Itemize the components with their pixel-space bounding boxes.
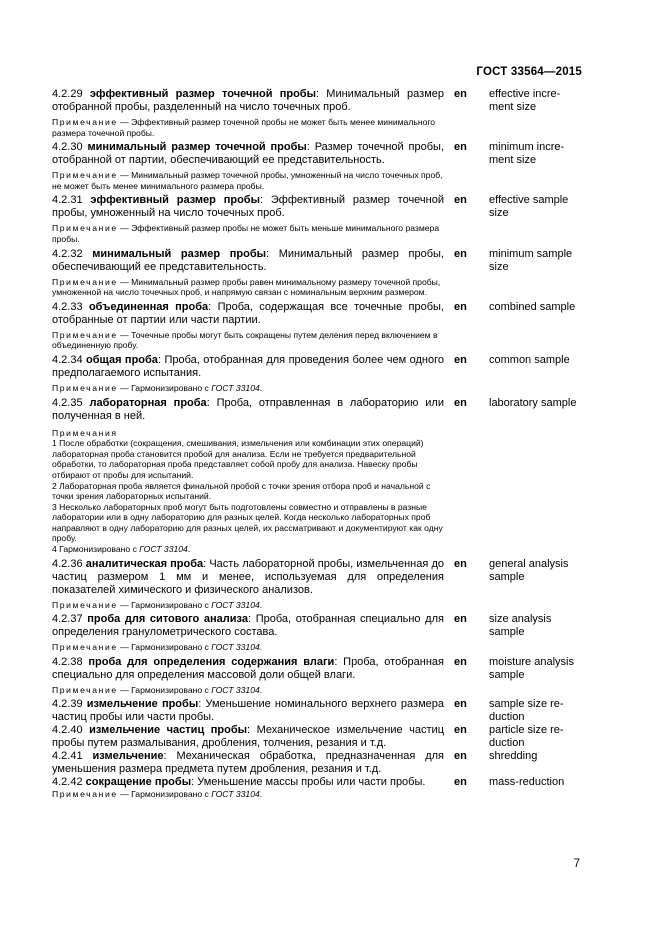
term-entry: 4.2.33 объединенная проба: Проба, содержащая все точечные пробы, отобранные от партии или части партии. Примечание — Точечные пробы могут быть сокращены путем деления перед включением в объединенную пробу. en combined sample — [52, 300, 576, 351]
term-entry: 4.2.35 лабораторная проба: Проба, отправленная в лабораторию или полученная в ней. en laboratory sample — [52, 396, 577, 422]
term-note: Примечание — Минимальный размер точечной пробы, умноженный на число точечных проб, не может быть менее минимального размера пробы. — [52, 170, 443, 191]
term-entry: 4.2.41 измельчение: Механическая обработка, предназначенная для уменьшения размера предмета путем дробления, резания и т.д. en shredding — [52, 750, 538, 776]
term-entry: 4.2.30 минимальный размер точечной пробы: Размер точечной пробы, отобранной от партии, обеспечивающий ее представительность. Примечание — Минимальный размер точечной пробы, умноженный на число точечных проб, не может быть менее минимального размера пробы. en minimum incre- ment size — [52, 141, 565, 191]
term-entry: 4.2.36 аналитическая проба: Часть лабораторной пробы, измельченная до частиц размером 1 мм и менее, используемая для определения показателей химического и физического анализов. Примечание — Гармонизировано с ГОСТ 33104. en general analysis sample — [52, 557, 569, 610]
term-entry: 4.2.39 измельчение пробы: Уменьшение номинального верхнего размера частиц пробы или части пробы. en sample size re- duction — [52, 698, 564, 724]
term-notes: Примечания 1 После обработки (сокращения, смешивания, измельчения или комбинации этих операций) лабораторная проба становится пробой для анализа. Если не требуется предварительной обработки, то лабораторная проба представляет собой пробу для анализа. Навеску пробы отбирают от пробы для испытаний. 2 Лабораторная проба является финальной пробой с точки зрения отбора проб и начальной с точки зрения лабораторных испытаний. 3 Несколько лабораторных проб могут быть подготовлены совместно и отправлены в разные лаборатории или в одну лабораторию для разных целей. Когда несколько лабораторных проб направляют в одну лабораторию для разных целей, их рассматривают и документируют как одну пробу. 4 Гармонизировано с ГОСТ 33104. — [52, 427, 443, 555]
term-entry: 4.2.29 эффективный размер точечной пробы: Минимальный размер отобранной пробы, разделенный на число точечных проб. Примечание — Эффективный размер точечной пробы не может быть менее минимального размера точечной пробы. en effective incre- ment size — [52, 88, 584, 138]
page-number: 7 — [573, 858, 580, 870]
term-entry: 4.2.42 сокращение пробы: Уменьшение массы пробы или части пробы. Примечание — Гармонизировано с ГОСТ 33104. en mass-reduction — [52, 776, 565, 800]
term-name: минимальный размер точечной пробы — [87, 141, 307, 154]
en-equivalent: effective incre- ment size — [489, 88, 561, 113]
terms-list — [52, 88, 584, 800]
term-entry: 4.2.34 общая проба: Проба, отобранная для проведения более чем одного предполагаемого испытания. Примечание — Гармонизировано с ГОСТ 33104. en common sample — [52, 353, 570, 393]
term-note: Примечание — Эффективный размер точечной пробы не может быть менее минимального размера точечной пробы. — [52, 117, 436, 138]
term-name: эффективный размер точечной пробы — [89, 88, 316, 100]
term-entry: 4.2.38 проба для определения содержания влаги: Проба, отобранная специально для определения массовой доли общей влаги. Примечание — Гармонизировано с ГОСТ 33104. en moisture analysis sample — [52, 655, 574, 695]
term-entry: 4.2.40 измельчение частиц пробы: Механическое измельчение частиц пробы путем размалывания, дробления, толчения, резания и т.д. en particle size re- duction — [52, 724, 564, 750]
term-entry: 4.2.31 эффективный размер пробы: Эффективный размер точечной пробы, умноженный на число точечных проб. Примечание — Эффективный размер пробы не может быть меньше минимального размера пробы. en effective sample size — [52, 194, 569, 244]
term-entry: 4.2.37 проба для ситового анализа: Проба, отобранная специально для определения гранулометрического состава. Примечание — Гармонизировано с ГОСТ 33104. en size analysis sample — [52, 613, 552, 653]
lang-code: en — [454, 88, 467, 100]
standard-header: ГОСТ 33564—2015 — [476, 66, 582, 78]
term-entry: 4.2.32 минимальный размер пробы: Минимальный размер пробы, обеспечивающий ее представительность. Примечание — Минимальный размер пробы равен минимальному размеру точечной пробы, умноженной на число точечных проб, и напрямую связан с номинальным верхним размером. en minimum sample size — [52, 247, 573, 298]
